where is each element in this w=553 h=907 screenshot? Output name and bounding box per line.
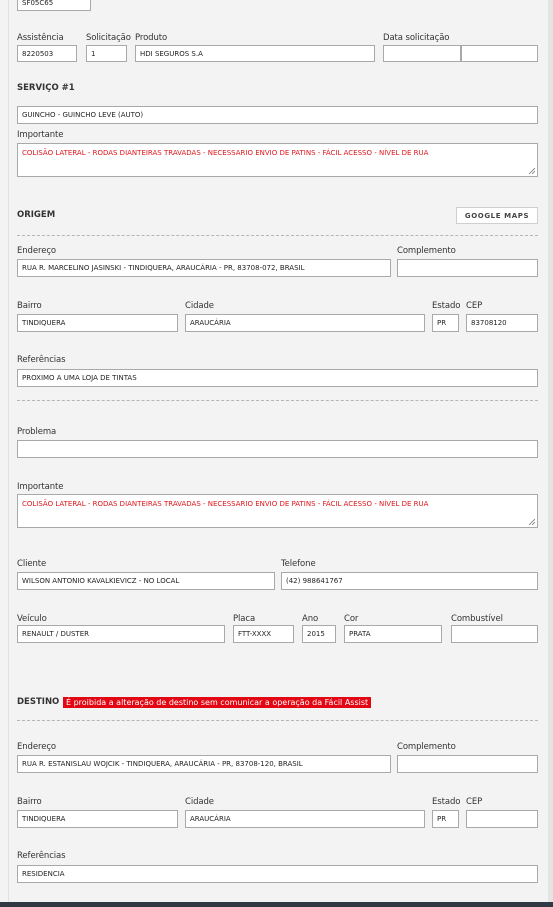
origem-section-title: ORIGEM (17, 210, 56, 220)
origem-bairro-label: Bairro (17, 301, 42, 311)
servico-tipo-field[interactable]: GUINCHO - GUINCHO LEVE (AUTO) (17, 106, 538, 124)
veiculo-field[interactable]: RENAULT / DUSTER (17, 625, 225, 643)
assistencia-label: Assistência (17, 33, 64, 43)
origem-cidade-field[interactable]: ARAUCÁRIA (185, 314, 425, 332)
destino-estado-field[interactable]: PR (432, 810, 459, 828)
produto-label: Produto (135, 33, 168, 43)
section-divider (17, 235, 538, 236)
cliente-label: Cliente (17, 559, 47, 569)
cor-field[interactable]: PRATA (344, 625, 442, 643)
destino-cidade-field[interactable]: ARAUCÁRIA (185, 810, 425, 828)
ano-field[interactable]: 2015 (302, 625, 336, 643)
origem-bairro-field[interactable]: TINDIQUERA (17, 314, 178, 332)
combustivel-label: Combustível (451, 614, 503, 624)
solicitacao-label: Solicitação (86, 33, 131, 43)
resize-grip-icon[interactable] (528, 167, 535, 174)
detalhes-importante-label: Importante (17, 482, 64, 492)
bottom-bar (0, 902, 553, 907)
destino-endereco-label: Endereço (17, 742, 56, 752)
origem-endereco-label: Endereço (17, 246, 56, 256)
servico-importante-text: COLISÃO LATERAL - RODAS DIANTEIRAS TRAVADAS - NECESSARIO ENVIO DE PATINS - FÁCIL ACESSO - NÍVEL DE RUA (22, 149, 429, 157)
google-maps-button[interactable]: GOOGLE MAPS (456, 207, 538, 224)
destino-warning-badge: É proibida a alteração de destino sem comunicar a operação da Fácil Assist (63, 697, 371, 708)
placa-field[interactable]: FTT-XXXX (233, 625, 294, 643)
resize-grip-icon[interactable] (528, 518, 535, 525)
ano-label: Ano (302, 614, 319, 624)
detalhes-importante-text: COLISÃO LATERAL - RODAS DIANTEIRAS TRAVADAS - NECESSARIO ENVIO DE PATINS - FÁCIL ACESSO - NÍVEL DE RUA (22, 500, 429, 508)
veiculo-label: Veículo (17, 614, 47, 624)
data-solicitacao-label: Data solicitação (383, 33, 450, 43)
destino-section-title: DESTINO (17, 697, 60, 707)
placa-label: Placa (233, 614, 256, 624)
combustivel-field[interactable] (451, 625, 538, 643)
destino-referencias-label: Referências (17, 851, 66, 861)
destino-endereco-field[interactable]: RUA R. ESTANISLAU WOJCIK - TINDIQUERA, ARAUCÁRIA - PR, 83708-120, BRASIL (17, 755, 391, 773)
destino-bairro-label: Bairro (17, 797, 42, 807)
page-edge (0, 0, 9, 907)
origem-cep-label: CEP (466, 301, 483, 311)
origem-estado-field[interactable]: PR (432, 314, 459, 332)
destino-complemento-label: Complemento (397, 742, 456, 752)
page-scrollbar[interactable] (548, 0, 553, 907)
section-divider (17, 400, 538, 401)
cor-label: Cor (344, 614, 359, 624)
origem-cep-field[interactable]: 83708120 (466, 314, 538, 332)
destino-complemento-field[interactable] (397, 755, 538, 773)
origem-referencias-field[interactable]: PROXIMO A UMA LOJA DE TINTAS (17, 369, 538, 387)
data-solicitacao-time-field[interactable] (461, 45, 538, 62)
destino-referencias-field[interactable]: RESIDENCIA (17, 865, 538, 883)
problema-label: Problema (17, 427, 57, 437)
telefone-label: Telefone (281, 559, 316, 569)
telefone-field[interactable]: (42) 988641767 (281, 572, 538, 590)
destino-cep-field[interactable] (466, 810, 538, 828)
origem-complemento-field[interactable] (397, 259, 538, 277)
servico-section-title: SERVIÇO #1 (17, 83, 75, 93)
servico-importante-label: Importante (17, 130, 64, 140)
section-divider (17, 720, 538, 721)
destino-estado-label: Estado (432, 797, 461, 807)
origem-referencias-label: Referências (17, 355, 66, 365)
assistencia-field[interactable]: 8220503 (17, 45, 77, 62)
destino-bairro-field[interactable]: TINDIQUERA (17, 810, 178, 828)
origem-cidade-label: Cidade (185, 301, 214, 311)
destino-cep-label: CEP (466, 797, 483, 807)
servico-importante-textarea[interactable] (17, 143, 538, 177)
problema-field[interactable] (17, 440, 538, 458)
data-solicitacao-date-field[interactable] (383, 45, 461, 62)
destino-cidade-label: Cidade (185, 797, 214, 807)
cliente-field[interactable]: WILSON ANTONIO KAVALKIEVICZ - NO LOCAL (17, 572, 275, 590)
origem-endereco-field[interactable]: RUA R. MARCELINO JASINSKI - TINDIQUERA, ARAUCÁRIA - PR, 83708-072, BRASIL (17, 259, 391, 277)
origem-estado-label: Estado (432, 301, 461, 311)
produto-field[interactable]: HDI SEGUROS S.A (135, 45, 375, 62)
solicitacao-field[interactable]: 1 (86, 45, 127, 62)
detalhes-importante-textarea[interactable] (17, 494, 538, 528)
origem-complemento-label: Complemento (397, 246, 456, 256)
service-code-field[interactable]: SF05C65 (17, 0, 91, 11)
